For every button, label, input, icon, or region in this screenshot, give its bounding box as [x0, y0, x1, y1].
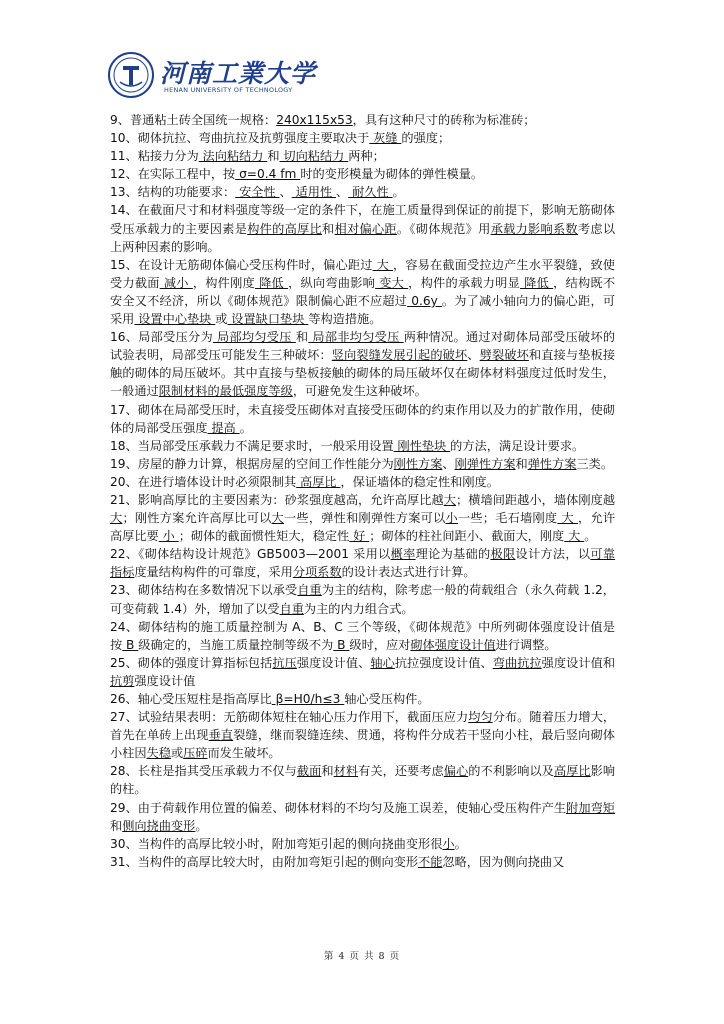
item-text: 、 [336, 185, 349, 200]
answer-blank: 大 [110, 511, 123, 526]
question-item [110, 545, 615, 581]
item-text: 有关，还要考虑 [358, 764, 444, 779]
answer-blank: 切向粘结力 [279, 149, 349, 164]
item-text: 而发生破坏。 [207, 746, 281, 761]
item-text: ，保证墙体的稳定性和刚度。 [340, 474, 499, 489]
item-text: 12、在实际工程中，按 [110, 167, 236, 182]
answer-blank: 灰缝 [369, 131, 402, 146]
answer-blank: 局部非均匀受压 [308, 330, 404, 345]
answer-blank: 压碎 [183, 746, 208, 761]
answer-blank: 局部均匀受压 [212, 330, 296, 345]
item-text: 时的变形模量为砌体的弹性模量。 [300, 167, 484, 182]
item-text: 、 [467, 348, 480, 363]
item-text: 裂缝，继而裂缝连续、贯通，将构件分成若干竖向小柱，最后竖向砌体小柱因 [110, 728, 615, 761]
answer-blank: 240x115x53 [276, 113, 353, 127]
item-text: 的设计表达式进行计算。 [341, 565, 476, 580]
answer-blank: 刚性垫块 [393, 438, 451, 453]
item-text: 强度设计值、 [296, 655, 371, 670]
item-text: 等构造措施。 [308, 312, 382, 327]
answer-blank: 提高 [207, 420, 240, 435]
item-text: 20、在进行墙体设计时必须限制其 [110, 474, 297, 489]
item-text: 、 [279, 185, 292, 200]
item-text: ，允许高厚比要 [110, 511, 616, 544]
answer-blank: 附加弯矩 [566, 800, 615, 815]
item-text: 30、当构件的高厚比较小时，附加弯矩引起的侧向挠曲变形很 [110, 836, 443, 851]
item-text: 。 [392, 185, 405, 200]
answer-blank: 分项系数 [292, 565, 342, 580]
answer-blank: 限制材料的最低强度等级 [158, 384, 293, 399]
answer-blank: 概率 [390, 547, 416, 562]
item-text: 29、由于荷载作用位置的偏差、砌体材料的不均匀及施工误差，使轴心受压构件产生 [110, 800, 567, 815]
answer-blank: 自重 [279, 601, 304, 616]
university-name: 河南工業大学 [160, 59, 317, 88]
question-item [110, 183, 615, 201]
item-text: 。为了减小轴向力的偏心距，可采用 [110, 293, 616, 327]
answer-blank: 可靠指标 [110, 547, 616, 580]
answer-blank: 设置缺口垫块 [227, 312, 309, 327]
answer-blank: 降低 [254, 275, 289, 290]
answer-blank: 抗剪 [110, 673, 135, 688]
question-item [110, 147, 615, 165]
item-text: 15、在设计无筋砌体偏心受压构件时，偏心距过 [110, 257, 373, 272]
answer-blank: 抗压 [272, 655, 297, 670]
item-text: 理论为基础的 [415, 547, 491, 562]
question-item [110, 762, 615, 798]
item-text: 的强度； [401, 131, 451, 146]
document-body [110, 111, 615, 871]
item-text: 9、普通粘土砖全国统一规格： [110, 113, 277, 127]
answer-blank: B [333, 637, 350, 652]
item-text: 设计方法，以 [515, 547, 591, 562]
question-item [110, 690, 615, 708]
item-text: 、 [442, 456, 455, 471]
answer-blank: 刚弹性方案 [454, 456, 516, 471]
question-item [110, 473, 615, 491]
question-item [110, 708, 615, 762]
item-text: 级时，应对 [349, 637, 411, 652]
item-text: 13、结构的功能要求： [110, 185, 236, 200]
answer-blank: 失稳 [146, 746, 171, 761]
question-item [110, 111, 615, 129]
answer-blank: 耐久性 [348, 185, 393, 200]
answer-blank: 大 [271, 511, 284, 526]
item-text: 级确定的，当施工质量控制等级不为 [138, 637, 334, 652]
item-text: ，结构既不安全又不经济，所以《砌体规范》限制偏心距不应超过 [110, 275, 616, 308]
item-text: 和 [267, 149, 280, 164]
page-footer: 第 4 页 共 8 页 [323, 951, 401, 962]
answer-blank: 劈裂破坏 [479, 348, 529, 363]
item-text: ，容易在截面受拉边产生水平裂缝，致使受力截面 [110, 257, 615, 290]
item-text: 。 [195, 818, 208, 833]
answer-blank: 大 [557, 511, 579, 526]
answer-blank: 垂直 [208, 728, 234, 743]
answer-blank: 截面 [296, 764, 322, 779]
question-item [110, 853, 615, 871]
answer-blank: 承载力影响系数 [490, 221, 578, 236]
answer-blank: 侧向挠曲变形 [122, 818, 196, 833]
item-text: 的不利影响以及 [468, 764, 554, 779]
question-item [110, 581, 615, 617]
item-text: 21、影响高厚比的主要因素为：砂浆强度越高，允许高厚比越 [110, 492, 444, 507]
item-text: 考虑以上两种因素的影响。 [110, 221, 616, 254]
item-text: 17、砌体在局部受压时，未直接受压砌体对直接受压砌体的约束作用以及力的扩散作用，使砌体的局部受压强度 [110, 402, 615, 435]
answer-blank: 材料 [333, 764, 359, 779]
item-text: 两种； [348, 149, 385, 164]
item-text: 一些，弹性和刚弹性方案可以 [283, 511, 446, 526]
item-text: 14、在截面尺寸和材料强度等级一定的条件下，在施工质量得到保证的前提下，影响无筋砌体受压承载力的主要因素是 [110, 203, 615, 236]
item-text: ，纵向弯曲影响 [288, 275, 376, 290]
item-text: 和 [515, 456, 528, 471]
question-item [110, 654, 615, 690]
answer-blank: 砌体强度设计值 [410, 637, 496, 652]
item-text: 和 [322, 221, 335, 236]
item-text: 11、粘接力分为 [110, 149, 199, 164]
answer-blank: 刚性方案 [393, 456, 443, 471]
item-text: 25、砌体的强度计算指标包括 [110, 655, 273, 670]
answer-blank: β=H0/h≤3 [271, 692, 345, 706]
item-text: 18、当局部受压承载力不满足要求时，一般采用设置 [110, 438, 394, 453]
item-text: 和 [110, 818, 123, 833]
item-text: 。 [239, 420, 252, 435]
answer-blank: 极限 [490, 547, 516, 562]
answer-blank: 安全性 [235, 185, 280, 200]
answer-blank: 弹性方案 [527, 456, 577, 471]
item-text: 28、长柱是指其受压承载力不仅与 [110, 764, 297, 779]
item-text: 或 [215, 312, 228, 327]
answer-blank: 法向粘结力 [198, 149, 268, 164]
item-text: 影响的柱。 [110, 764, 616, 797]
answer-blank: 降低 [520, 275, 554, 290]
item-text: ，构件刚度 [192, 275, 255, 290]
item-text: 为主的内力组合式。 [303, 601, 414, 616]
item-text: 。《砌体规范》用 [396, 221, 491, 236]
item-text: 19、房屋的静力计算，根据房屋的空间工作性能分为 [110, 456, 394, 471]
answer-blank: 高厚比 [553, 764, 591, 779]
item-text: 和 [321, 764, 334, 779]
question-item [110, 799, 615, 835]
answer-blank: 大 [564, 529, 585, 544]
answer-blank: 减小 [159, 275, 193, 290]
answer-blank: 竖向裂缝发展引起的破坏 [331, 348, 468, 363]
item-text: 或 [170, 746, 184, 761]
answer-blank: B [122, 637, 139, 652]
item-text: 10、砌体抗拉、弯曲抗拉及抗剪强度主要取决于 [110, 131, 370, 146]
answer-blank: 大 [372, 257, 393, 272]
item-text: 忽略，因为侧向挠曲又 [442, 854, 565, 869]
item-text: 进行调整。 [495, 637, 557, 652]
item-text: 强度设计值 [134, 673, 196, 688]
item-text: 的方法，满足设计要求。 [450, 438, 585, 453]
answer-blank: 变大 [375, 275, 409, 290]
item-text: 轴心受压构件。 [344, 692, 430, 706]
answer-blank: 弯曲抗拉 [492, 655, 542, 670]
university-name-en: HENAN UNIVERSITY OF TECHNOLOGY [164, 86, 293, 94]
answer-blank: 小 [158, 529, 179, 544]
question-item [110, 455, 615, 473]
university-seal-icon [108, 52, 154, 98]
question-item [110, 835, 615, 853]
answer-blank: 大 [443, 492, 456, 507]
answer-blank: 0.6y [407, 293, 442, 308]
question-item [110, 618, 615, 654]
question-item [110, 401, 615, 437]
question-item [110, 129, 615, 147]
item-text: 。 [454, 836, 467, 851]
item-text: 三类。 [576, 456, 614, 471]
item-text: 26、轴心受压短柱是指高厚比 [110, 692, 272, 706]
answer-blank: 适用性 [291, 185, 337, 200]
answer-blank: 好 [349, 529, 370, 544]
item-text: 31、当构件的高厚比较大时，由附加弯矩引起的侧向变形 [110, 854, 419, 869]
item-text: 27、试验结果表明：无筋砌体短柱在轴心压力作用下，截面压应力 [110, 710, 469, 725]
answer-blank: 自重 [297, 583, 322, 598]
question-item [110, 491, 615, 545]
item-text: 22、《砌体结构设计规范》GB5003—2001 采用以 [110, 547, 391, 562]
item-text: 两种情况。通过对砌体局部受压破坏的试验表明，局部受压可能发生三种破坏： [110, 330, 616, 363]
item-text: 强度设计值和 [541, 655, 616, 670]
question-item [110, 328, 615, 400]
answer-blank: 相对偏心距 [334, 221, 397, 236]
question-item [110, 201, 615, 255]
answer-blank: 不能 [418, 854, 443, 869]
question-item [110, 165, 615, 183]
item-text: ；砌体的截面惯性矩大，稳定性 [178, 529, 350, 544]
item-text: 为主的结构，除考虑一般的荷载组合（永久荷载 1.2，可变荷载 1.4）外，增加了以受 [110, 583, 615, 616]
item-text: 分布。随着压力增大，首先在单砖上出现 [110, 710, 616, 743]
question-item [110, 437, 615, 455]
item-text: ，可避免发生这种破坏。 [292, 384, 427, 399]
answer-blank: 小 [442, 836, 455, 851]
page-header [108, 52, 628, 104]
answer-blank: 轴心 [370, 655, 395, 670]
item-text: ；砌体的柱社间距小、截面大，刚度 [369, 529, 565, 544]
answer-blank: 均匀 [468, 710, 493, 725]
item-text: 和直接与垫板接触的砌体的局压破坏。其中直接与垫板接触的砌体的局压破坏仅在砌体材料强度过低时发生，一般通过 [110, 348, 616, 399]
item-text: ，具有这种尺寸的砖称为标准砖； [352, 113, 536, 127]
answer-blank: 小 [445, 511, 458, 526]
item-text: 和 [295, 330, 309, 345]
item-text: ，构件的承载力明显 [408, 275, 521, 290]
item-text: 度量结构构件的可靠度，采用 [134, 565, 293, 580]
item-text: 24、砌体结构的施工质量控制为 A、B、C 三个等级，《砌体规范》中所列砌体强度设计值是按 [110, 619, 615, 652]
answer-blank: 高厚比 [296, 474, 341, 489]
item-text: 。 [584, 529, 597, 544]
item-text: 抗拉强度设计值、 [394, 655, 493, 670]
item-text: 23、砌体结构在多数情况下以承受 [110, 583, 298, 598]
item-text: ；刚性方案允许高厚比可以 [122, 511, 272, 526]
answer-blank: 设置中心垫块 [134, 312, 216, 327]
item-text: 一些；毛石墙刚度 [457, 511, 558, 526]
item-text: ；横墙间距越小，墙体刚度越 [455, 492, 616, 507]
question-item [110, 256, 615, 328]
answer-blank: 偏心 [443, 764, 469, 779]
answer-blank: σ=0.4 fm [235, 167, 301, 182]
answer-blank: 构件的高厚比 [247, 221, 323, 236]
item-text: 16、局部受压分为 [110, 330, 213, 345]
